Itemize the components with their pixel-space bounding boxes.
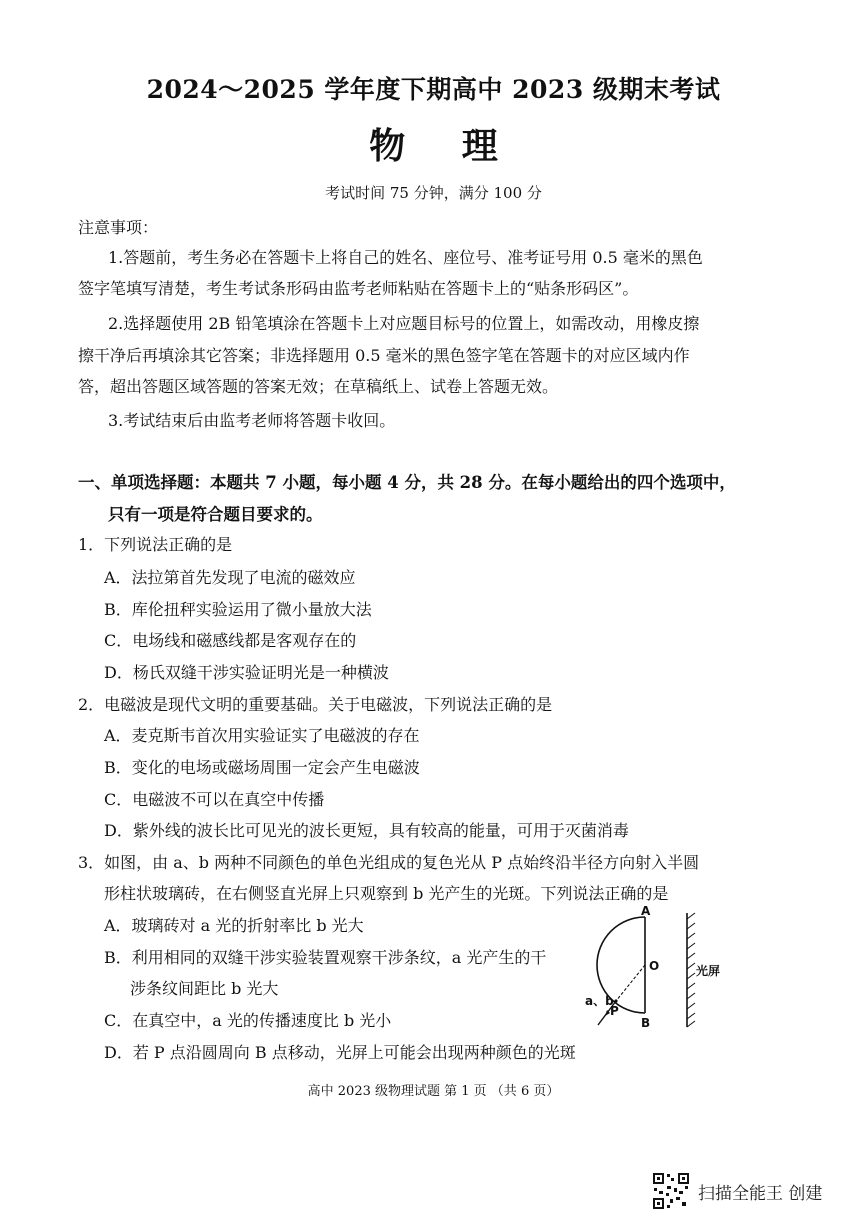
question-option: 涉条纹间距比 b 光大	[130, 979, 279, 998]
subject-title: 物 理	[369, 125, 520, 167]
question-option: A．法拉第首先发现了电流的磁效应	[104, 568, 356, 587]
label-ab: a、b	[585, 994, 614, 1008]
question-option: B．变化的电场或磁场周围一定会产生电磁波	[104, 758, 420, 777]
notes-line: 3.考试结束后由监考老师将答题卡收回。	[108, 411, 396, 430]
question-stem: 3．如图，由 a、b 两种不同颜色的单色光组成的复色光从 P 点始终沿半径方向射入半圆	[78, 853, 700, 872]
section-heading: 一、单项选择题：本题共 7 小题，每小题 4 分，共 28 分。在每小题给出的四个选项中，	[78, 473, 736, 492]
notes-line: 答，超出答题区域答题的答案无效；在草稿纸上、试卷上答题无效。	[78, 377, 559, 396]
question-option: B．库伦扭秤实验运用了微小量放大法	[104, 600, 372, 619]
exam-title: 2024～2025 学年度下期高中 2023 级期末考试	[146, 75, 721, 104]
page-footer: 高中 2023 级物理试题 第 1 页 （共 6 页）	[307, 1084, 560, 1099]
question-stem: 形柱状玻璃砖，在右侧竖直光屏上只观察到 b 光产生的光斑。下列说法正确的是	[104, 884, 669, 903]
notes-heading: 注意事项：	[78, 218, 159, 237]
question-option: C．在真空中，a 光的传播速度比 b 光小	[104, 1011, 392, 1030]
notes-line: 2.选择题使用 2B 铅笔填涂在答题卡上对应题目标号的位置上，如需改动，用橡皮擦	[108, 314, 700, 333]
label-screen: 光屏	[696, 964, 721, 978]
section-heading: 只有一项是符合题目要求的。	[108, 505, 323, 524]
screen-hatching	[687, 913, 695, 1027]
label-a: A	[641, 905, 651, 918]
notes-line: 签字笔填写清楚，考生考试条形码由监考老师粘贴在答题卡上的“贴条形码区”。	[78, 279, 639, 298]
exam-info: 考试时间 75 分钟，满分 100 分	[325, 184, 542, 202]
question-option: A．玻璃砖对 a 光的折射率比 b 光大	[104, 916, 364, 935]
question-option: C．电磁波不可以在真空中传播	[104, 790, 325, 809]
question-stem: 2．电磁波是现代文明的重要基础。关于电磁波，下列说法正确的是	[78, 695, 553, 714]
label-p: P	[610, 1004, 619, 1018]
semicircle-glass-figure	[585, 905, 735, 1035]
notes-line: 擦干净后再填涂其它答案；非选择题用 0.5 毫米的黑色签字笔在答题卡的对应区域内作	[78, 346, 690, 365]
question-stem: 1．下列说法正确的是	[78, 535, 233, 554]
radius-dashed	[616, 965, 645, 1001]
question-option: D．若 P 点沿圆周向 B 点移动，光屏上可能会出现两种颜色的光斑	[104, 1043, 576, 1062]
question-option: D．杨氏双缝干涉实验证明光是一种横波	[104, 663, 389, 682]
watermark-text: 扫描全能王 创建	[698, 1183, 823, 1204]
scanner-watermark	[652, 1172, 822, 1210]
question-option: A．麦克斯韦首次用实验证实了电磁波的存在	[104, 726, 420, 745]
question-option: C．电场线和磁感线都是客观存在的	[104, 631, 357, 650]
question-option: D．紫外线的波长比可见光的波长更短，具有较高的能量，可用于灭菌消毒	[104, 821, 629, 840]
point-p	[614, 999, 617, 1002]
label-b: B	[641, 1016, 651, 1030]
qr-code-icon	[652, 1172, 690, 1210]
question-option: B．利用相同的双缝干涉实验装置观察干涉条纹，a 光产生的干	[104, 948, 547, 967]
label-o: O	[649, 959, 660, 973]
notes-line: 1.答题前，考生务必在答题卡上将自己的姓名、座位号、准考证号用 0.5 毫米的黑色	[108, 248, 703, 267]
